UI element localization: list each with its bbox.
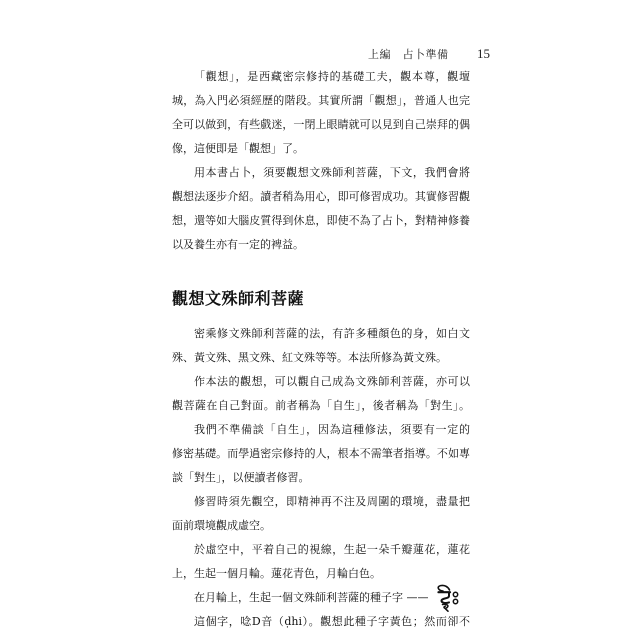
paragraph-line: 以及養生亦有一定的裨益。 xyxy=(172,238,304,251)
section-body xyxy=(172,322,470,634)
paragraph-line: 觀想法逐步介紹。讀者稍為用心，即可修習成功。其實修習觀 xyxy=(172,190,470,203)
paragraph-line: 在月輪上，生起一個文殊師利菩薩的種子字 —— xyxy=(194,591,429,604)
running-head-section: 上編 占卜準備 xyxy=(368,48,449,61)
paragraph-line: 這個字，唸D音（ḍhi）。觀想此種子字黃色；然而卻不 xyxy=(194,615,470,628)
paragraph-line: 「觀想」，是西藏密宗修持的基礎工夫，觀本尊，觀壇 xyxy=(194,70,470,83)
paragraph-line: 觀菩薩在自己對面。前者稱為「自生」，後者稱為「對生」。 xyxy=(172,399,470,412)
tibetan-dhih-seed-syllable-icon xyxy=(433,586,463,610)
paragraph-line: 想，還等如大腦皮質得到休息，即使不為了占卜，對精神修養 xyxy=(172,214,470,227)
paragraph-line: 修密基礎。而學過密宗修持的人，根本不需筆者指導。不如專 xyxy=(172,447,470,460)
paragraph-line: 全可以做到，有些戲迷，一閉上眼睛就可以見到自己崇拜的偶 xyxy=(172,118,470,131)
paragraph-line: 城，為入門必須經歷的階段。其實所謂「觀想」，普通人也完 xyxy=(172,94,470,107)
paragraph-line: 修習時須先觀空，即精神再不注及周圍的環境，盡量把 xyxy=(194,495,470,508)
paragraph-line: 我們不準備談「自生」，因為這種修法，須要有一定的 xyxy=(194,423,470,436)
paragraph xyxy=(172,418,470,490)
paragraph xyxy=(172,65,470,161)
paragraph-line: 殊、黃文殊、黑文殊、紅文殊等等。本法所修為黃文殊。 xyxy=(172,351,447,364)
paragraph-line: 談「對生」，以便讀者修習。 xyxy=(172,471,310,484)
paragraph-line: 用本書占卜，須要觀想文殊師利菩薩，下文，我們會將 xyxy=(194,166,470,179)
paragraph-seed-syllable xyxy=(172,586,470,610)
paragraph-line-with-glyph xyxy=(172,586,470,610)
paragraph xyxy=(172,538,470,586)
paragraph-line: 上，生起一個月輪。蓮花青色，月輪白色。 xyxy=(172,567,381,580)
paragraph-line: 像，這便即是「觀想」了。 xyxy=(172,142,304,155)
paragraph-line: 於虛空中，平着自己的視線，生起一朵千瓣蓮花，蓮花 xyxy=(194,543,470,556)
paragraph xyxy=(172,610,470,634)
paragraph xyxy=(172,322,470,370)
paragraph-line: 作本法的觀想，可以觀自己成為文殊師利菩薩，亦可以 xyxy=(194,375,470,388)
page-number: 15 xyxy=(477,46,490,61)
paragraph xyxy=(172,161,470,257)
text-block xyxy=(172,65,470,634)
paragraph xyxy=(172,490,470,538)
paragraph xyxy=(172,370,470,418)
section-heading: 觀想文殊師利菩薩 xyxy=(172,289,305,308)
paragraph-line: 密乘修文殊師利菩薩的法，有許多種顏色的身，如白文 xyxy=(194,327,470,340)
paragraph-line: 面前環境觀成虛空。 xyxy=(172,519,271,532)
